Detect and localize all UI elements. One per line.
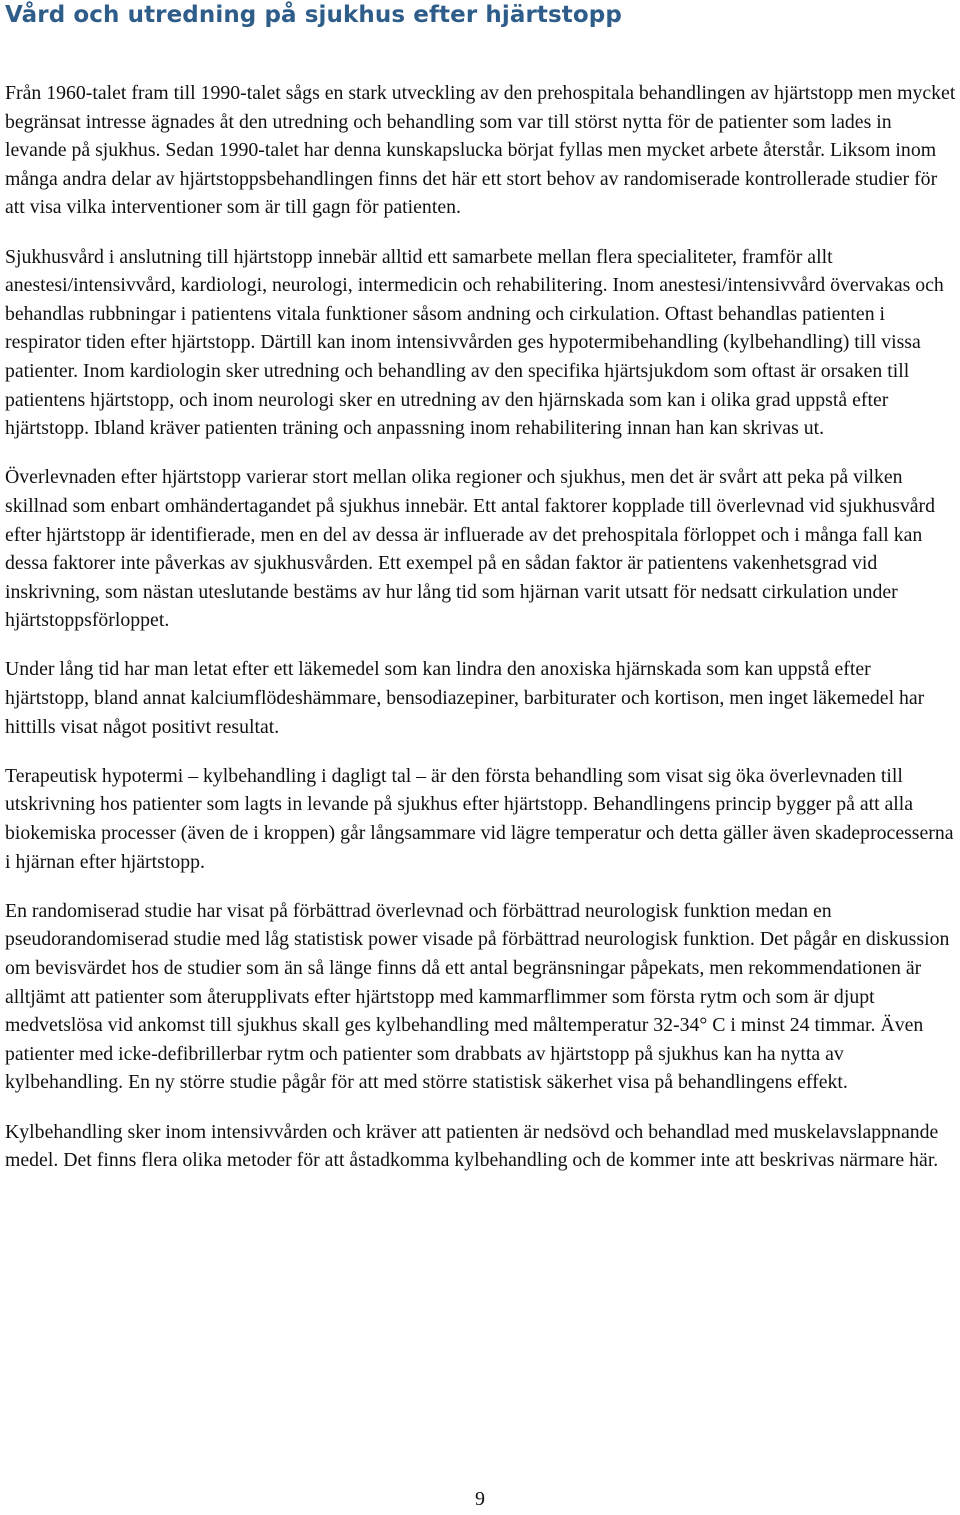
paragraph-hypothermia: Terapeutisk hypotermi – kylbehandling i dagligt tal – är den första behandling som visat sig öka överlevnaden till utskrivning hos patienter som lagts in levande på sjukhus efter hjärtstopp. Behandlingens princip bygger på att alla biokemiska processer (även de i kroppen) går långsammare vid lägre temperatur och detta gäller även skadeprocesserna i hjärnan efter hjärtstopp. [5, 764, 954, 873]
paragraph-medication: Under lång tid har man letat efter ett läkemedel som kan lindra den anoxiska hjärnskada som kan uppstå efter hjärtstopp, bland annat kalciumflödeshämmare, bensodiazepiner, barbiturater och kortison, men inget läkemedel har hittills visat något positivt resultat. [5, 658, 925, 738]
paragraph-cooling-methods: Kylbehandling sker inom intensivvården och kräver att patienten är nedsövd och behandlad med muskelavslappnande medel. Det finns flera olika metoder för att åstadkomma kylbehandling och de kommer inte att beskrivas närmare här. [5, 1120, 939, 1172]
paragraph-survival: Överlevnaden efter hjärtstopp varierar stort mellan olika regioner och sjukhus, men det är svårt att peka på vilken skillnad som enbart omhändertagandet på sjukhus innebär. Ett antal faktorer kopplade till överlevnad vid sjukhusvård efter hjärtstopp är identifierade, men en del av dessa är influerade av det prehospitala förloppet och i många fall kan dessa faktorer inte påverkas av sjukhusvården. Ett exempel på en sådan faktor är patientens vakenhetsgrad vid inskrivning, som nästan uteslutande bestäms av hur lång tid som hjärnan varit utsatt för nedsatt cirkulation under hjärtstoppsförloppet. [5, 466, 936, 632]
paragraph-studies: En randomiserad studie har visat på förbättrad överlevnad och förbättrad neurologisk funktion medan en pseudorandomiserad studie med låg statistisk power visade på förbättrad neurologisk funktion. Det pågår en diskussion om bevisvärdet hos de studier som än så länge finns då ett antal begränsningar påpekats, men rekommendationen är alltjämt att patienter som återupplivats efter hjärtstopp med kammarflimmer som första rytm och som är djupt medvetslösa vid ankomst till sjukhus skall ges kylbehandling med måltemperatur 32-34° C i minst 24 timmar. Även patienter med icke-defibrillerbar rytm och patienter som drabbats av hjärtstopp på sjukhus kan ha nytta av kylbehandling. En ny större studie pågår för att med större statistisk säkerhet visa på behandlingens effekt. [5, 899, 950, 1094]
document-title: Vård och utredning på sjukhus efter hjärtstopp [5, 2, 622, 28]
document-page [5, 0, 957, 1175]
paragraph-history: Från 1960-talet fram till 1990-talet sågs en stark utveckling av den prehospitala behandlingen av hjärtstopp men mycket begränsat intresse ägnades åt den utredning och behandling som var till störst nytta för de patienter som lades in levande på sjukhus. Sedan 1990-talet har denna kunskapslucka börjat fyllas men mycket arbete återstår. Liksom inom många andra delar av hjärtstoppsbehandlingen finns det här ett stort behov av randomiserade kontrollerade studier för att visa vilka interventioner som är till gagn för patienten. [5, 82, 956, 219]
page-number: 9 [475, 1488, 485, 1510]
paragraph-hospital-care: Sjukhusvård i anslutning till hjärtstopp innebär alltid ett samarbete mellan flera specialiteter, framför allt anestesi/intensivvård, kardiologi, neurologi, intermedicin och rehabilitering. Inom anestesi/intensivvård övervakas och behandlas rubbningar i patientens vitala funktioner såsom andning och cirkulation. Oftast behandlas patienten i respirator tiden efter hjärtstopp. Därtill kan inom intensivvården ges hypotermibehandling (kylbehandling) till vissa patienter. Inom kardiologin sker utredning och behandling av den specifika hjärtsjukdom som oftast är orsaken till patientens hjärtstopp, och inom neurologi sker en utredning av den hjärnskada som kan i olika grad uppstå efter hjärtstopp. Ibland kräver patienten träning och anpassning inom rehabilitering innan han kan skrivas ut. [5, 245, 944, 440]
